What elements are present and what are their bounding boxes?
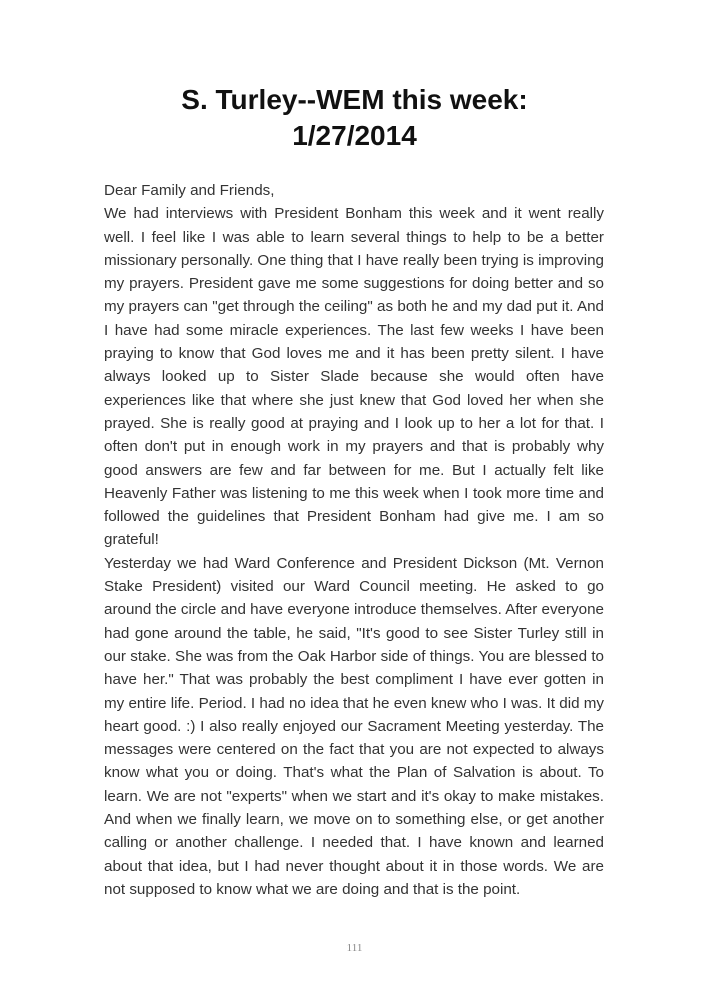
paragraph-interviews: We had interviews with President Bonham this week and it went really well. I feel like I was able to learn several things to help to be a better missionary personally. One thing that I have really been trying is improving my prayers. President gave me some suggestions for doing better and so my prayers can "get through the ceiling" as both he and my dad put it. And I have had some miracle experiences. The last few weeks I have been praying to know that God loves me and it has been pretty silent. I have always looked up to Sister Slade because she would often have experiences like that where she just knew that God loved her when she prayed. She is really good at praying and I look up to her a lot for that. I often don't put in enough work in my prayers and that is probably why good answers are few and far between for me. But I actually felt like Heavenly Father was listening to me this week when I took more time and followed the guidelines that President Bonham had give me. I am so grateful! (104, 205, 604, 549)
greeting-paragraph: Dear Family and Friends, (104, 182, 275, 199)
title-line-1: S. Turley--WEM this week: (181, 84, 528, 115)
page-number: 111 (346, 942, 363, 954)
paragraph-ward-conference: Yesterday we had Ward Conference and President Dickson (Mt. Vernon Stake President) visited our Ward Council meeting. He asked to go around the circle and have everyone introduce themselves. After everyone had gone around the table, he said, "It's good to see Sister Turley still in our stake. She was from the Oak Harbor side of things. You are blessed to have her." That was probably the best compliment I have ever gotten in my entire life. Period. I had no idea that he even knew who I was. It did my heart good. :) I also really enjoyed our Sacrament Meeting yesterday. The messages were centered on the fact that you are not expected to always know what you or doing. That's what the Plan of Salvation is about. To learn. We are not "experts" when we start and it's okay to make mistakes. And when we finally learn, we move on to something else, or get another calling or another challenge. I needed that. I have known and learned about that idea, but I had never thought about it in those words. We are not supposed to know what we are doing and that is the point. (104, 554, 604, 898)
title-line-2-date: 1/27/2014 (292, 120, 417, 151)
letter-body (104, 179, 604, 901)
page-title (0, 82, 709, 154)
